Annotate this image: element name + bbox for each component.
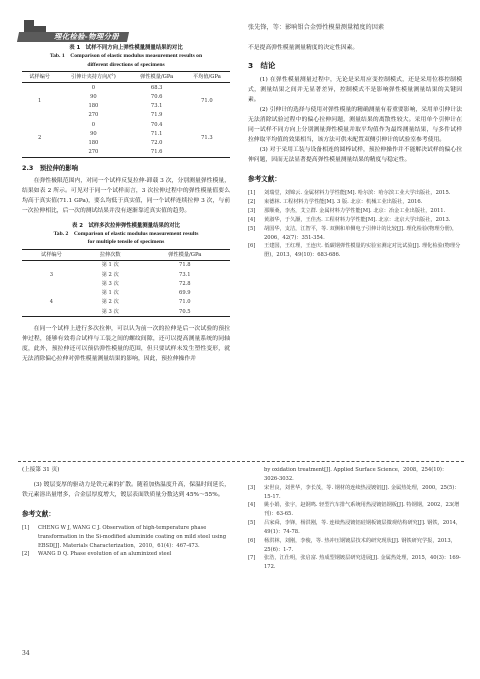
table-row — [22, 82, 230, 92]
reference-continuation — [248, 466, 462, 484]
continued-article-right — [248, 466, 462, 572]
table1-cell: 70.6 — [150, 93, 163, 100]
table2-cell: 第 1 次 — [101, 290, 119, 297]
reference-item — [248, 484, 462, 502]
table1-cell: 73.1 — [150, 103, 163, 110]
reference-item — [248, 501, 462, 519]
table2-caption-en-2: for multiple tensile of specimens — [87, 239, 165, 246]
table1-header: 弹性模量/GPa — [140, 73, 174, 80]
reference-text: 宋世良，刘世华，李长茂，等. 钢材的连续热浸镀铝[J]. 金属热处理，2000，25(5)：15-17. — [264, 484, 460, 500]
reference-item — [248, 189, 462, 198]
table1-caption — [22, 44, 230, 69]
reference-item — [22, 550, 230, 559]
table1-cell: 0 — [91, 84, 96, 91]
table2-cell: 第 3 次 — [101, 308, 119, 315]
table2-cell: 第 2 次 — [101, 299, 119, 306]
reference-number: [7] — [248, 555, 256, 562]
reference-item — [248, 225, 462, 243]
table2-caption-en-1: Tab. 2 Comparison of elastic modulus measurement results — [53, 230, 199, 237]
table2-cell: 71.0 — [179, 299, 191, 306]
paragraph: 在同一个试样上进行多次拉伸，可以认为前一次的拉伸是后一次试验的预拉伸过程，能够有效将合试样与工装之间的螺纹间隙，还可以提高测量系统的同轴度，此外，预拉伸还可以预估弹性模量的范围，但只要试样未发生塑性变形，就无法消除偏心拉伸对弹性模量测量结果的影响，因此，预拉伸操作并 — [22, 326, 230, 363]
paragraph: (1) 在弹性模量测量过程中，无论是采用应变控制模式，还是采用位移控制模式，测量结果之间并无显著差异，控制模式不是影响弹性模量测量结果的关键因素。 — [248, 77, 462, 104]
references-list — [248, 189, 462, 260]
references-heading: 参考文献： — [248, 175, 281, 184]
table-row — [22, 260, 230, 270]
reference-text: CHENG W J, WANG C J. Observation of high-temperature phase transformation in the Si-modified aluminide coating on mild steel using EBSD[J]. Materials Characterization，2010，61(4)：467-473. — [38, 524, 227, 549]
table1 — [22, 71, 230, 158]
table1-caption-cn: 表 1 试样不同方向上弹性模量测量结果的对比 — [69, 45, 183, 51]
reference-number: [5] — [248, 225, 256, 232]
reference-number: [4] — [248, 502, 256, 509]
paragraph: (3) 镀层变厚的驱动力是铁元素的扩散。随着加热温度升高，保温时间延长，铁元素溶出量增多，合金层厚度增大，镀层表面铁质量分数达到 45%～55%。 — [22, 481, 230, 498]
left-column — [22, 44, 230, 365]
paragraph: (3) 对于采用工装与设备相连的圆棒试样，预拉伸操作并不能解决试样的偏心拉伸问题，因而无法显著提高弹性模量测量结果的精度与稳定性。 — [248, 147, 462, 164]
continued-article-left — [22, 466, 230, 559]
table1-avg: 71.0 — [201, 98, 213, 105]
table1-cell: 90 — [90, 93, 97, 100]
page-number: 34 — [22, 650, 30, 657]
table1-cell: 270 — [88, 149, 99, 156]
reference-item — [22, 524, 230, 551]
reference-text: 那顺桑，李杰，艾立群. 金属材料力学性能[M]. 北京：冶金工业出版社，2011. — [264, 208, 446, 215]
reference-number: [4] — [248, 216, 256, 223]
table1-avg: 71.3 — [201, 135, 213, 142]
reference-text: 吕家舜，李锋，杨洪刚，等. 连续热浸镀铝硅钢板镀层微观结构研究[J]. 钢铁，2014，49(1)：74-78. — [264, 520, 462, 535]
right-column — [248, 44, 462, 260]
table1-header: 试样编号 — [29, 73, 50, 80]
table2-cell: 72.8 — [179, 280, 191, 287]
logo-text: 理化检验-物理分册 — [54, 32, 119, 41]
reference-number: [1] — [248, 190, 256, 197]
reference-number: [6] — [248, 243, 256, 250]
reference-text: WANG D Q. Phase evolution of an aluminized steel — [38, 551, 172, 558]
table2-cell: 第 3 次 — [101, 280, 119, 287]
reference-number: [2] — [248, 199, 256, 206]
reference-text: 刘瑞堂，刘锦云. 金属材料力学性能[M]. 哈尔滨：哈尔滨工业大学出版社，2015. — [264, 190, 451, 197]
table1-specimen-id: 2 — [37, 135, 42, 142]
table2 — [22, 249, 230, 318]
table1-header: 平均值/GPa — [192, 73, 221, 80]
table2-caption — [22, 222, 230, 247]
references-heading: 参考文献： — [22, 509, 55, 518]
table1-cell: 180 — [88, 140, 99, 147]
journal-logo — [14, 12, 194, 44]
reference-text: 束德林. 工程材料力学性能[M]. 3 版. 北京：机械工业出版社，2016. — [264, 199, 423, 206]
table1-cell: 90 — [90, 130, 97, 137]
table2-header: 试样编号 — [41, 251, 62, 258]
reference-number: [3] — [248, 484, 256, 491]
table2-cell: 第 1 次 — [101, 262, 119, 269]
table2-header: 拉伸次数 — [99, 251, 121, 258]
table1-cell: 72.0 — [150, 140, 163, 147]
reference-text: 胡国华，支洁，江智平，等. 双侧和单侧电子引伸计的比较[J]. 理化检验(物理分册)，2006，42(7)：351-354. — [264, 225, 458, 241]
reference-text: 黄淑华，于久灏，王佳杰. 工程材料力学性能[M]. 北京：北京大学出版社，2013. — [264, 216, 451, 223]
reference-number: [6] — [248, 537, 256, 544]
reference-text: by oxidation treatment[J]. Applied Surface Science，2008，254(10)：3026-3032. — [264, 467, 448, 482]
reference-item — [248, 242, 462, 260]
reference-item — [248, 554, 462, 572]
table-row — [22, 120, 230, 129]
reference-text: 杨洪林，刘刚，李俊，等. 热冲压钢镀层技术的研究现状[J]. 钢铁研究学报，2013，25(6)：1-7. — [264, 537, 456, 553]
table1-caption-en-1: Tab. 1 Comparison of elastic modulus measurement results on — [49, 53, 203, 60]
table1-cell: 180 — [88, 103, 99, 110]
table2-cell: 71.8 — [179, 262, 191, 269]
table1-specimen-id: 1 — [37, 98, 42, 105]
reference-item — [248, 216, 462, 225]
running-head: 张先锋，等：影响钼合金弹性模量测量精度的因素 — [248, 24, 385, 31]
table1-cell: 71.1 — [150, 130, 163, 137]
table1-cell: 68.3 — [150, 84, 163, 91]
reference-text: 姚小娟，张宇，赵钢鸣. 轻型汽车排气系统用热浸镀铝钢板[J]. 特钢钢，2002，23(增刊)：63-65. — [264, 502, 460, 518]
reference-item — [248, 198, 462, 207]
table2-cell: 69.9 — [179, 290, 191, 297]
table1-header: 引伸计夹持方向/(°) — [71, 73, 116, 80]
table1-cell: 70.4 — [150, 121, 163, 128]
reference-text: 张浩，江仕明，张启富. 热成型钢镀层研究进展[J]. 金属热处理，2015，40(3)：169-172. — [264, 555, 461, 571]
table2-specimen-id: 4 — [49, 299, 54, 306]
reference-number: [3] — [248, 208, 256, 215]
reference-number: [5] — [248, 520, 256, 527]
paragraph: 在弹性极限范围内，对同一个试样反复拉伸-卸载 3 次，分别测量弹性模量，结果如表 2 所示。可见对于同一个试样而言，3 次拉伸过程中的弹性模量值要么均高于真实值(71.1 GPa)，要么均低于真实值，同一个试样连续拉伸 3 次，与前一次拉伸相比，后一次的测试结果并没有逐渐靠近真实值的趋势。 — [22, 177, 230, 214]
table2-cell: 第 2 次 — [101, 271, 119, 278]
section-heading: 2.3 预拉伸的影响 — [22, 163, 79, 172]
reference-item — [248, 207, 462, 216]
table-row — [22, 288, 230, 297]
table1-caption-en-2: different directions of specimens — [87, 61, 165, 68]
table2-specimen-id: 3 — [49, 271, 54, 278]
reference-number: [2] — [22, 551, 30, 558]
table1-cell: 270 — [88, 112, 99, 119]
continued-from-label: (上接第 31 页) — [22, 467, 60, 473]
article-separator — [18, 461, 464, 462]
section-heading: 3 结论 — [248, 60, 276, 70]
table2-cell: 73.1 — [179, 271, 191, 278]
reference-item — [248, 519, 462, 537]
table1-cell: 0 — [91, 121, 96, 128]
paragraph: 不是提高弹性模量测量精度的决定性因素。 — [248, 45, 359, 51]
reference-item — [248, 537, 462, 555]
table1-cell: 71.6 — [150, 149, 163, 156]
table1-cell: 71.9 — [150, 112, 163, 119]
table2-header: 弹性模量/GPa — [168, 251, 202, 258]
paragraph: (2) 引伸计的选择与使用对弹性模量的精确测量有着重要影响，采用单引伸计法无法消除试验过程中的偏心拉伸问题，测量结果的离散性较大。采用单个引伸计在同一试样不同方向上分别测量弹性模量并取平均值作为最终测量结果，与多件试样拉伸取平均值的效果相当，该方法可供未配置双侧引伸计的试验室参考使用。 — [248, 107, 462, 144]
table2-caption-cn: 表 2 试样多次拉伸弹性模量测量结果的对比 — [71, 222, 181, 229]
reference-number: [1] — [22, 524, 30, 531]
table2-cell: 70.5 — [179, 308, 191, 315]
reference-text: 王建国，王红理，王连庆. 低碳钢弹性模量的实验室测定对比试验[J]. 理化检验(物理分册)，2013，49(10)：683-686. — [264, 243, 461, 259]
